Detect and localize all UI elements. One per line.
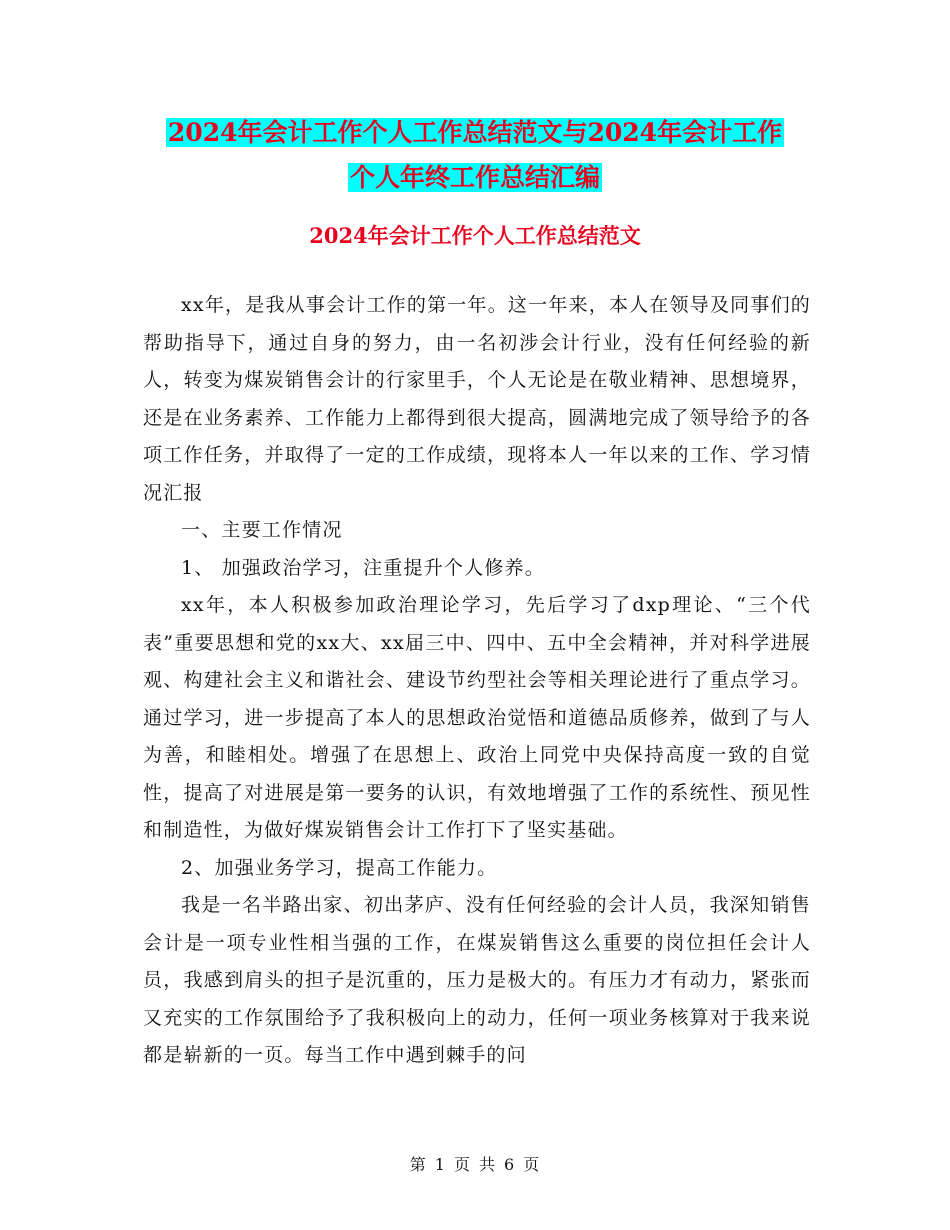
footer-word-ye-2: 页 <box>523 1155 541 1174</box>
paragraph-political-study: xx年，本人积极参加政治理论学习，先后学习了dxp理论、“三个代表”重要思想和党的xx大、xx届三中、四中、五中全会精神，并对科学进展观、构建社会主义和谐社会、建设节约型社会等相关理论进行了重点学习。通过学习，进一步提高了本人的思想政治觉悟和道德品质修养，做到了与人为善，和睦相处。增强了在思想上、政治上同党中央保持高度一致的自觉性，提高了对进展是第一要务的认识，有效地增强了工作的系统性、预见性和制造性，为做好煤炭销售会计工作打下了坚实基础。 <box>143 594 811 841</box>
heading-business-study: 2、加强业务学习，提高工作能力。 <box>181 856 498 879</box>
title-line-1: 2024年会计工作个人工作总结范文与2024年会计工作 <box>167 118 783 147</box>
title-line-2: 个人年终工作总结汇编 <box>349 163 600 192</box>
footer-word-gong: 共 <box>479 1155 497 1174</box>
heading-political-study: 1、 加强政治学习，注重提升个人修养。 <box>181 556 545 579</box>
page-current: 1 <box>434 1155 446 1174</box>
footer-word-ye: 页 <box>453 1155 471 1174</box>
paragraph-intro: xx年，是我从事会计工作的第一年。这一年来，本人在领导及同事们的帮助指导下，通过自身的努力，由一名初涉会计行业，没有任何经验的新人，转变为煤炭销售会计的行家里手，个人无论是在敬业精神、思想境界，还是在业务素养、工作能力上都得到很大提高，圆满地完成了领导给予的各项工作任务，并取得了一定的工作成绩，现将本人一年以来的工作、学习情况汇报 <box>143 294 811 504</box>
page-footer <box>0 1152 950 1175</box>
document-body <box>143 287 811 1075</box>
heading-main-work: 一、主要工作情况 <box>181 519 343 541</box>
footer-word-di: 第 <box>409 1155 427 1174</box>
page-total: 6 <box>504 1155 516 1174</box>
document-title <box>0 110 950 200</box>
paragraph-business-study: 我是一名半路出家、初出茅庐、没有任何经验的会计人员，我深知销售会计是一项专业性相当强的工作，在煤炭销售这么重要的岗位担任会计人员，我感到肩头的担子是沉重的，压力是极大的。有压力才有动力，紧张而又充实的工作氛围给予了我积极向上的动力，任何一项业务核算对于我来说都是崭新的一页。每当工作中遇到棘手的问 <box>143 894 811 1066</box>
section-title: 2024年会计工作个人工作总结范文 <box>309 223 641 248</box>
